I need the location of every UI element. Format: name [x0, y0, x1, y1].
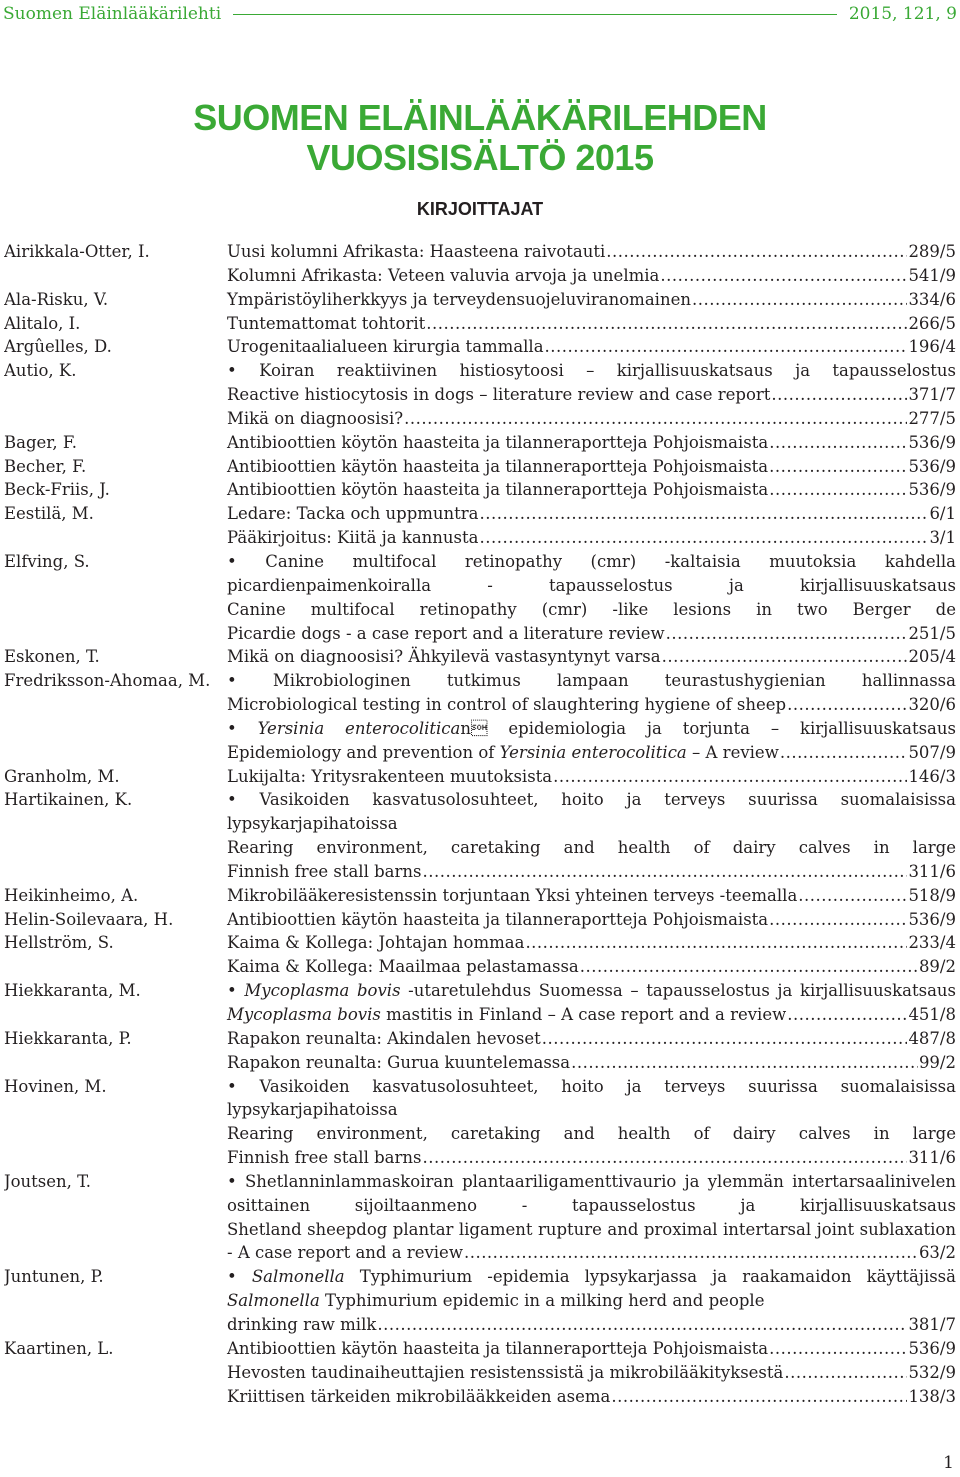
index-row	[4, 312, 956, 336]
author-name: Hellström, S.	[4, 933, 114, 953]
dot-leader	[422, 860, 907, 884]
article-title: Ledare: Tacka och uppmuntra	[227, 504, 479, 524]
index-row	[4, 335, 956, 359]
dot-leader	[606, 240, 907, 264]
index-row	[4, 598, 956, 622]
article-title: Salmonella Typhimurium epidemic in a milking herd and people	[227, 1291, 765, 1311]
article-title: • Vasikoiden kasvatusolosuhteet, hoito ja terveys suurissa suomalaisissa	[227, 790, 956, 810]
article-title: Kaima & Kollega: Johtajan hommaa	[227, 933, 525, 953]
article-title: Antibioottien köytön haasteita ja tilanneraportteja Pohjoismaista	[227, 480, 769, 500]
article-entry	[227, 1098, 956, 1122]
index-row	[4, 1241, 956, 1265]
index-row	[4, 1170, 956, 1194]
index-row	[4, 1146, 956, 1170]
dot-leader	[666, 622, 908, 646]
dot-leader	[553, 765, 907, 789]
article-entry	[227, 1122, 956, 1146]
article-title: Lukijalta: Yritysrakenteen muutoksista	[227, 766, 553, 786]
index-row	[4, 1122, 956, 1146]
article-title: lypsykarjapihatoissa	[227, 1100, 398, 1120]
author-index	[4, 240, 956, 1408]
article-title: Finnish free stall barns	[227, 861, 422, 881]
page-reference: 289/5	[908, 242, 956, 261]
author-name: Argûelles, D.	[4, 337, 112, 357]
article-entry	[227, 1265, 956, 1289]
article-entry	[227, 812, 956, 836]
index-row	[4, 1313, 956, 1337]
index-row	[4, 1385, 956, 1409]
author-name: Hiekkaranta, P.	[4, 1028, 132, 1048]
index-row	[4, 1027, 956, 1051]
index-row	[4, 502, 956, 526]
author-name	[4, 836, 227, 860]
author-name	[4, 1289, 227, 1313]
article-title: Rapakon reunalta: Akindalen hevoset	[227, 1028, 541, 1048]
article-title: Reactive histiocytosis in dogs – literature review and case report	[227, 385, 771, 405]
article-title: Antibioottien köytön haasteita ja tilanneraportteja Pohjoismaista	[227, 432, 769, 452]
index-row	[4, 860, 956, 884]
article-title: Pääkirjoitus: Kiitä ja kannusta	[227, 528, 479, 548]
article-entry	[227, 1241, 956, 1265]
article-entry	[227, 1385, 956, 1409]
page-reference: 251/5	[908, 623, 956, 643]
article-entry	[227, 860, 956, 884]
article-entry	[227, 550, 956, 574]
title-line-1: SUOMEN ELÄINLÄÄKÄRILEHDEN	[193, 97, 767, 138]
author-name	[4, 693, 227, 717]
author-name	[4, 622, 227, 646]
author-name	[4, 717, 227, 741]
author-name	[4, 526, 227, 550]
page-reference: 371/7	[908, 385, 956, 405]
index-row	[4, 1289, 956, 1313]
author-name: Bager, F.	[4, 432, 77, 452]
index-row	[4, 550, 956, 574]
index-row	[4, 788, 956, 812]
author-name	[4, 1122, 227, 1146]
author-name: Eskonen, T.	[4, 647, 100, 667]
article-title: Hevosten taudinaiheuttajien resistenssistä ja mikrobilääkityksestä	[227, 1362, 784, 1382]
page-reference: 311/6	[908, 1148, 956, 1168]
page-reference: 3/1	[929, 528, 956, 548]
author-name	[4, 1003, 227, 1027]
index-row	[4, 741, 956, 765]
author-name	[4, 1098, 227, 1122]
index-row	[4, 836, 956, 860]
page-reference: 334/6	[908, 289, 956, 309]
dot-leader	[780, 741, 908, 765]
author-name	[4, 1194, 227, 1218]
article-title: Uusi kolumni Afrikasta: Haasteena raivotauti	[227, 242, 606, 261]
index-row	[4, 1051, 956, 1075]
article-entry	[227, 741, 956, 765]
page-number: 1	[943, 1453, 954, 1473]
article-title: • Yersinia enterocolitican epidemiologia ja torjunta – kirjallisuuskatsaus	[227, 718, 956, 738]
dot-leader	[769, 431, 907, 455]
author-name: Becher, F.	[4, 456, 87, 476]
dot-leader	[784, 1361, 907, 1385]
author-name	[4, 264, 227, 288]
index-row	[4, 407, 956, 431]
article-title: Tuntemattomat tohtorit	[227, 313, 426, 333]
author-name	[4, 383, 227, 407]
page-reference: 536/9	[908, 1338, 956, 1358]
article-entry	[227, 1361, 956, 1385]
index-row	[4, 431, 956, 455]
article-title: Urogenitaalialueen kirurgia tammalla	[227, 337, 544, 357]
index-row	[4, 383, 956, 407]
article-title: - A case report and a review	[227, 1243, 463, 1263]
dot-leader	[426, 312, 907, 336]
author-name: Granholm, M.	[4, 766, 120, 786]
author-name: Joutsen, T.	[4, 1171, 91, 1191]
page-reference: 89/2	[918, 957, 956, 977]
dot-leader	[769, 478, 907, 502]
article-entry	[227, 312, 956, 336]
article-entry	[227, 931, 956, 955]
journal-name: Suomen Eläinlääkärilehti	[3, 4, 222, 24]
author-name	[4, 955, 227, 979]
index-row	[4, 765, 956, 789]
article-title: osittainen sijoiltaanmeno - tapausselostus ja kirjallisuuskatsaus	[227, 1195, 956, 1215]
dot-leader	[611, 1385, 907, 1409]
article-entry	[227, 1194, 956, 1218]
article-entry	[227, 1289, 956, 1313]
article-entry	[227, 955, 956, 979]
article-entry	[227, 431, 956, 455]
index-row	[4, 288, 956, 312]
article-title: Canine multifocal retinopathy (cmr) -like lesions in two Berger de	[227, 599, 956, 619]
page-reference: 532/9	[908, 1362, 956, 1382]
index-row	[4, 955, 956, 979]
article-entry	[227, 836, 956, 860]
article-entry	[227, 240, 956, 264]
index-row	[4, 478, 956, 502]
article-entry	[227, 717, 956, 741]
article-entry	[227, 598, 956, 622]
article-entry	[227, 407, 956, 431]
author-name	[4, 574, 227, 598]
dot-leader	[787, 693, 907, 717]
index-row	[4, 812, 956, 836]
author-name: Airikkala-Otter, I.	[4, 242, 150, 261]
article-entry	[227, 1218, 956, 1242]
page-reference: 381/7	[908, 1314, 956, 1334]
index-row	[4, 979, 956, 1003]
page-reference: 138/3	[908, 1386, 956, 1406]
author-name	[4, 598, 227, 622]
author-name	[4, 1313, 227, 1337]
article-title: Rearing environment, caretaking and health of dairy calves in large	[227, 1124, 956, 1144]
article-entry	[227, 335, 956, 359]
article-title: Antibioottien käytön haasteita ja tilanneraportteja Pohjoismaista	[227, 1338, 769, 1358]
dot-leader	[771, 383, 907, 407]
author-name: Helin-Soilevaara, H.	[4, 909, 174, 929]
author-name: Autio, K.	[4, 361, 77, 381]
page-reference: 63/2	[918, 1243, 956, 1263]
article-title: • Salmonella Typhimurium -epidemia lypsykarjassa ja raakamaidon käyttäjissä	[227, 1267, 956, 1287]
page-reference: 487/8	[908, 1028, 956, 1048]
page-reference: 451/8	[908, 1005, 956, 1024]
index-row	[4, 1337, 956, 1361]
article-entry	[227, 264, 956, 288]
index-row	[4, 1098, 956, 1122]
article-title: Microbiological testing in control of slaughtering hygiene of sheep	[227, 695, 787, 715]
article-entry	[227, 645, 956, 669]
author-name: Juntunen, P.	[4, 1267, 104, 1287]
author-name: Kaartinen, L.	[4, 1338, 114, 1358]
page-reference: 277/5	[908, 408, 956, 428]
article-entry	[227, 383, 956, 407]
author-name	[4, 812, 227, 836]
page-reference: 99/2	[918, 1052, 956, 1072]
index-row	[4, 622, 956, 646]
page-reference: 196/4	[908, 337, 956, 357]
article-title: lypsykarjapihatoissa	[227, 814, 398, 834]
author-name	[4, 1051, 227, 1075]
dot-leader	[480, 526, 929, 550]
author-name	[4, 1146, 227, 1170]
header-rule	[233, 14, 837, 15]
article-title: Picardie dogs - a case report and a literature review	[227, 623, 665, 643]
article-title: Kaima & Kollega: Maailmaa pelastamassa	[227, 957, 579, 977]
dot-leader	[580, 955, 918, 979]
dot-leader	[404, 407, 907, 431]
article-title: Epidemiology and prevention of Yersinia enterocolitica – A review	[227, 742, 779, 762]
index-row	[4, 574, 956, 598]
article-title: • Koiran reaktiivinen histiosytoosi – kirjallisuuskatsaus ja tapausselostus	[227, 361, 956, 381]
article-entry	[227, 288, 956, 312]
author-name: Alitalo, I.	[4, 313, 81, 333]
dot-leader	[571, 1051, 918, 1075]
page-reference: 233/4	[908, 933, 956, 953]
author-name: Heikinheimo, A.	[4, 885, 139, 905]
page-title	[0, 98, 960, 178]
index-row	[4, 1003, 956, 1027]
article-entry	[227, 1075, 956, 1099]
dot-leader	[480, 502, 929, 526]
page-reference: 266/5	[908, 313, 956, 333]
article-title: Mikä on diagnoosisi?	[227, 408, 404, 428]
article-entry	[227, 1051, 956, 1075]
index-row	[4, 884, 956, 908]
author-name: Ala-Risku, V.	[4, 289, 109, 309]
index-row	[4, 693, 956, 717]
index-row	[4, 264, 956, 288]
article-entry	[227, 478, 956, 502]
article-entry	[227, 359, 956, 383]
article-title: • Mycoplasma bovis -utaretulehdus Suomessa – tapausselostus ja kirjallisuuskatsaus	[227, 981, 956, 1001]
article-title: • Vasikoiden kasvatusolosuhteet, hoito ja terveys suurissa suomalaisissa	[227, 1076, 956, 1096]
index-row	[4, 908, 956, 932]
author-name	[4, 1361, 227, 1385]
dot-leader	[545, 335, 908, 359]
article-entry	[227, 455, 956, 479]
author-name: Fredriksson-Ahomaa, M.	[4, 671, 211, 691]
article-title: Ympäristöyliherkkyys ja terveydensuojeluviranomainen	[227, 289, 691, 309]
article-title: • Mikrobiologinen tutkimus lampaan teurastushygienian hallinnassa	[227, 671, 956, 691]
article-title: Mycoplasma bovis mastitis in Finland – A case report and a review	[227, 1005, 787, 1024]
author-name: Hartikainen, K.	[4, 790, 133, 810]
dot-leader	[660, 264, 907, 288]
index-row	[4, 645, 956, 669]
article-entry	[227, 574, 956, 598]
index-row	[4, 1075, 956, 1099]
page-reference: 541/9	[908, 265, 956, 285]
dot-leader	[377, 1313, 907, 1337]
article-title: Finnish free stall barns	[227, 1148, 422, 1168]
page-reference: 536/9	[908, 456, 956, 476]
article-entry	[227, 765, 956, 789]
dot-leader	[787, 1003, 907, 1027]
article-title: Rearing environment, caretaking and health of dairy calves in large	[227, 838, 956, 858]
dot-leader	[464, 1241, 918, 1265]
index-row	[4, 240, 956, 264]
article-title: Antibioottien käytön haasteita ja tilanneraportteja Pohjoismaista	[227, 909, 769, 929]
page-reference: 536/9	[908, 909, 956, 929]
dot-leader	[798, 884, 907, 908]
page-reference: 536/9	[908, 480, 956, 500]
index-row	[4, 1265, 956, 1289]
article-title: Antibioottien käytön haasteita ja tilanneraportteja Pohjoismaista	[227, 456, 769, 476]
article-entry	[227, 1027, 956, 1051]
index-row	[4, 931, 956, 955]
section-heading: KIRJOITTAJAT	[416, 199, 544, 219]
dot-leader	[769, 455, 907, 479]
article-entry	[227, 1313, 956, 1337]
article-entry	[227, 693, 956, 717]
article-title: drinking raw milk	[227, 1314, 377, 1334]
title-line-2: VUOSISISÄLTÖ 2015	[306, 137, 654, 178]
dot-leader	[422, 1146, 907, 1170]
dot-leader	[769, 1337, 907, 1361]
article-entry	[227, 979, 956, 1003]
author-name	[4, 1385, 227, 1409]
author-name	[4, 860, 227, 884]
page-reference: 518/9	[908, 885, 956, 905]
article-title: Mikrobilääkeresistenssin torjuntaan Yksi yhteinen terveys -teemalla	[227, 885, 798, 905]
page-reference: 6/1	[929, 504, 956, 524]
article-title: Shetland sheepdog plantar ligament rupture and proximal intertarsal joint sublaxation	[227, 1219, 956, 1239]
running-header	[3, 2, 957, 26]
page-reference: 507/9	[908, 742, 956, 762]
article-title: Kolumni Afrikasta: Veteen valuvia arvoja ja unelmia	[227, 265, 660, 285]
author-name	[4, 407, 227, 431]
article-entry	[227, 1170, 956, 1194]
page-reference: 311/6	[908, 861, 956, 881]
index-row	[4, 717, 956, 741]
author-name	[4, 1218, 227, 1242]
page-reference: 205/4	[908, 647, 956, 667]
article-entry	[227, 788, 956, 812]
author-name: Beck-Friis, J.	[4, 480, 110, 500]
article-entry	[227, 884, 956, 908]
article-title: • Canine multifocal retinopathy (cmr) -kaltaisia muutoksia kahdella	[227, 551, 956, 571]
index-row	[4, 526, 956, 550]
page-reference: 146/3	[908, 766, 956, 786]
author-name	[4, 1241, 227, 1265]
page-reference: 536/9	[908, 432, 956, 452]
article-entry	[227, 669, 956, 693]
issue-info: 2015, 121, 9	[848, 4, 957, 24]
author-name	[4, 741, 227, 765]
index-row	[4, 359, 956, 383]
article-entry	[227, 1337, 956, 1361]
article-entry	[227, 622, 956, 646]
article-entry	[227, 502, 956, 526]
index-row	[4, 1194, 956, 1218]
article-title: Mikä on diagnoosisi? Ähkyilevä vastasyntynyt varsa	[227, 647, 661, 667]
article-title: Kriittisen tärkeiden mikrobilääkkeiden asema	[227, 1386, 611, 1406]
page-reference: 320/6	[908, 695, 956, 715]
article-title: • Shetlanninlammaskoiran plantaariligamenttivaurio ja ylemmän intertarsaalinivelen	[227, 1171, 956, 1191]
article-entry	[227, 908, 956, 932]
article-title: Rapakon reunalta: Gurua kuuntelemassa	[227, 1052, 571, 1072]
index-row	[4, 1218, 956, 1242]
dot-leader	[662, 645, 908, 669]
author-name: Eestilä, M.	[4, 504, 94, 524]
article-title: picardienpaimenkoiralla - tapausselostus ja kirjallisuuskatsaus	[227, 575, 956, 595]
author-name: Hiekkaranta, M.	[4, 981, 141, 1001]
dot-leader	[525, 931, 907, 955]
index-row	[4, 455, 956, 479]
author-name: Hovinen, M.	[4, 1076, 107, 1096]
dot-leader	[769, 908, 907, 932]
article-entry	[227, 1146, 956, 1170]
author-name: Elfving, S.	[4, 551, 90, 571]
article-entry	[227, 1003, 956, 1027]
dot-leader	[692, 288, 907, 312]
article-entry	[227, 526, 956, 550]
index-row	[4, 669, 956, 693]
dot-leader	[542, 1027, 908, 1051]
index-row	[4, 1361, 956, 1385]
